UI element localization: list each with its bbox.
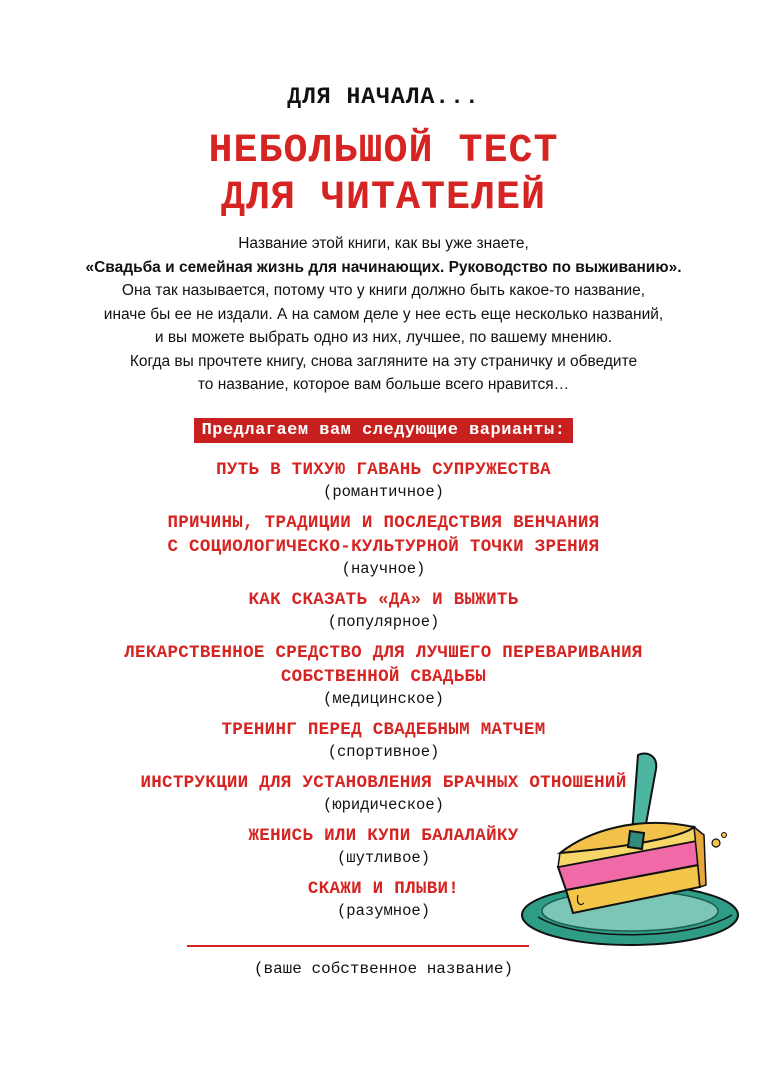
option-category: (разумное)	[336, 902, 430, 920]
option-title-line-2: СОБСТВЕННОЙ СВАДЬБЫ	[280, 667, 487, 687]
option-title: ПРИЧИНЫ, ТРАДИЦИИ И ПОСЛЕДСТВИЯ ВЕНЧАНИЯ	[167, 513, 600, 533]
option-category: (популярное)	[327, 613, 440, 631]
option-category: (спортивное)	[327, 743, 440, 761]
option-category: (романтичное)	[323, 483, 444, 501]
options-banner-wrap	[0, 418, 767, 443]
option-title: ЛЕКАРСТВЕННОЕ СРЕДСТВО ДЛЯ ЛУЧШЕГО ПЕРЕВАРИВАНИЯ	[124, 643, 643, 663]
intro-line: иначе бы ее не издали. А на самом деле у нее есть еще несколько названий,	[103, 305, 664, 323]
title-option	[0, 458, 767, 502]
option-title-line-2: С СОЦИОЛОГИЧЕСКО-КУЛЬТУРНОЙ ТОЧКИ ЗРЕНИЯ	[167, 537, 600, 557]
option-category: (юридическое)	[323, 796, 444, 814]
intro-line: Она так называется, потому что у книги должно быть какое-то название,	[121, 282, 646, 299]
intro-line: и вы можете выбрать одно из них, лучшее, по вашему мнению.	[154, 329, 613, 346]
option-title: ИНСТРУКЦИИ ДЛЯ УСТАНОВЛЕНИЯ БРАЧНЫХ ОТНОШЕНИЙ	[140, 773, 627, 793]
option-title: ТРЕНИНГ ПЕРЕД СВАДЕБНЫМ МАТЧЕМ	[221, 720, 546, 740]
intro-line-book-title: «Свадьба и семейная жизнь для начинающих. Руководство по выживанию».	[85, 258, 682, 276]
page-kicker: ДЛЯ НАЧАЛА...	[287, 84, 480, 110]
intro-line: то название, которое вам больше всего нравится…	[197, 376, 570, 393]
option-title: ПУТЬ В ТИХУЮ ГАВАНЬ СУПРУЖЕСТВА	[216, 460, 551, 480]
option-title: СКАЖИ И ПЛЫВИ!	[307, 879, 460, 899]
option-title: ЖЕНИСЬ ИЛИ КУПИ БАЛАЛАЙКУ	[248, 826, 519, 846]
intro-line: Название этой книги, как вы уже знаете,	[238, 235, 529, 252]
option-category: (научное)	[341, 560, 426, 578]
option-category: (медицинское)	[323, 690, 444, 708]
options-banner: Предлагаем вам следующие варианты:	[194, 418, 574, 443]
intro-paragraph	[0, 232, 767, 397]
cake-slice-with-fork-icon	[518, 745, 748, 960]
title-option	[0, 588, 767, 632]
own-title-write-line[interactable]	[187, 945, 529, 947]
page-title-line-2: ДЛЯ ЧИТАТЕЛЕЙ	[220, 176, 547, 221]
option-category: (шутливое)	[336, 849, 430, 867]
page-title	[0, 128, 767, 222]
title-option	[0, 641, 767, 709]
title-option	[0, 511, 767, 579]
option-title: КАК СКАЗАТЬ «ДА» И ВЫЖИТЬ	[248, 590, 519, 610]
page-title-line-1: НЕБОЛЬШОЙ ТЕСТ	[208, 129, 559, 174]
intro-line: Когда вы прочтете книгу, снова загляните на эту страничку и обведите	[129, 352, 638, 370]
own-title-caption: (ваше собственное название)	[253, 960, 514, 978]
